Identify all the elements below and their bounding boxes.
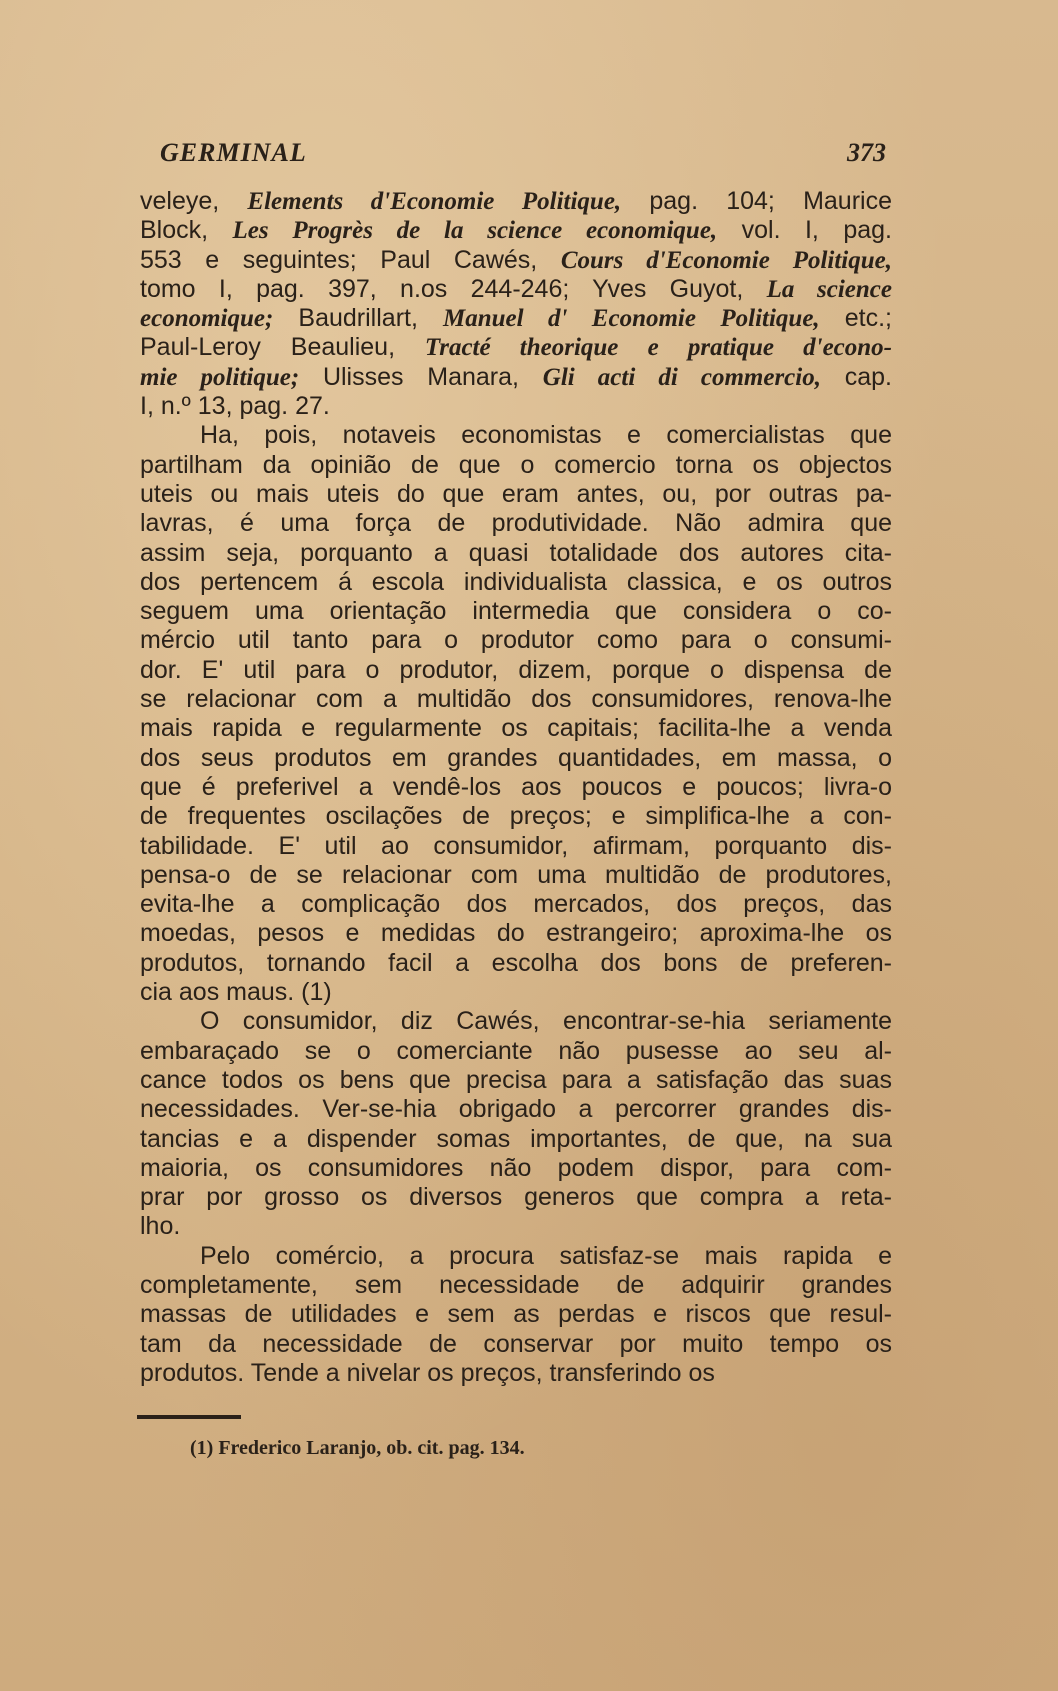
- text-line: partilham da opinião de que o comercio torna os objectos: [140, 450, 892, 479]
- text-line: economique; Baudrillart, Manuel d' Economie Politique, etc.;: [140, 304, 892, 333]
- text-line: que é preferivel a vendê-los aos poucos e poucos; livra-o: [140, 772, 892, 801]
- page-number: 373: [847, 138, 886, 167]
- paragraph: [140, 421, 892, 1007]
- text-line: 553 e seguintes; Paul Cawés, Cours d'Economie Politique,: [140, 245, 892, 274]
- italic-title: Les Progrès de la science economique,: [232, 217, 718, 245]
- page-header: [160, 138, 886, 178]
- text-line: moedas, pesos e medidas do estrangeiro; aproxima-lhe os: [140, 919, 892, 948]
- text-line: prar por grosso os diversos generos que compra a reta-: [140, 1183, 892, 1212]
- text-line: O consumidor, diz Cawés, encontrar-se-hia seriamente: [200, 1007, 892, 1036]
- text-line: massas de utilidades e sem as perdas e riscos que resul-: [140, 1300, 892, 1329]
- paragraph: [140, 1007, 892, 1241]
- italic-title: Gli acti di commercio,: [542, 363, 821, 391]
- text-line: mércio util tanto para o produtor como para o consumi-: [140, 626, 892, 655]
- italic-title: mie politique;: [140, 363, 300, 391]
- text-line: tam da necessidade de conservar por muito tempo os: [140, 1329, 892, 1358]
- italic-title: Elements d'Economie Politique,: [247, 188, 622, 215]
- text-line: produtos. Tende a nivelar os preços, transferindo os: [140, 1358, 715, 1387]
- text-line: uteis ou mais uteis do que eram antes, ou, por outras pa-: [140, 479, 892, 508]
- footnote: (1) Frederico Laranjo, ob. cit. pag. 134.: [190, 1437, 525, 1459]
- text-line: produtos, tornando facil a escolha dos bons de preferen-: [140, 948, 892, 977]
- text-line: seguem uma orientação intermedia que considera o co-: [140, 597, 892, 626]
- text-line: se relacionar com a multidão dos consumidores, renova-lhe: [140, 685, 892, 714]
- text-line: cia aos maus. (1): [140, 978, 332, 1007]
- text-line: tabilidade. E' util ao consumidor, afirmam, porquanto dis-: [140, 831, 892, 860]
- italic-title: Manuel d' Economie Politique,: [443, 305, 820, 333]
- text-line: evita-lhe a complicação dos mercados, dos preços, das: [140, 890, 892, 919]
- text-line: dos seus produtos em grandes quantidades, em massa, o: [140, 743, 892, 772]
- text-line: mais rapida e regularmente os capitais; facilita-lhe a venda: [140, 714, 892, 743]
- footnote-rule: [137, 1415, 241, 1419]
- body-text: [140, 187, 892, 1388]
- text-line: maioria, os consumidores não podem dispor, para com-: [140, 1153, 892, 1182]
- italic-title: Cours d'Economie Politique,: [560, 246, 892, 274]
- text-line: Pelo comércio, a procura satisfaz-se mais rapida e: [200, 1241, 892, 1270]
- text-line: Block, Les Progrès de la science economique, vol. I, pag.: [140, 216, 892, 245]
- text-line: lho.: [140, 1212, 181, 1241]
- text-line: I, n.º 13, pag. 27.: [140, 392, 330, 421]
- text-line: cance todos os bens que precisa para a satisfação das suas: [140, 1065, 892, 1094]
- text-line: mie politique; Ulisses Manara, Gli acti di commercio, cap.: [140, 362, 892, 391]
- italic-title: Tracté theorique e pratique d'econo-: [424, 334, 892, 362]
- text-line: lavras, é uma força de produtividade. Não admira que: [140, 509, 892, 538]
- text-line: completamente, sem necessidade de adquirir grandes: [140, 1270, 892, 1299]
- running-title: GERMINAL: [160, 138, 307, 167]
- text-line: pensa-o de se relacionar com uma multidão de produtores,: [140, 860, 892, 889]
- text-line: dos pertencem á escola individualista classica, e os outros: [140, 567, 892, 596]
- text-line: de frequentes oscilações de preços; e simplifica-lhe a con-: [140, 802, 892, 831]
- text-line: assim seja, porquanto a quasi totalidade dos autores cita-: [140, 538, 892, 567]
- text-line: necessidades. Ver-se-hia obrigado a percorrer grandes dis-: [140, 1095, 892, 1124]
- paragraph: [140, 1242, 892, 1388]
- italic-title: La science: [766, 275, 892, 303]
- text-line: tomo I, pag. 397, n.os 244-246; Yves Guyot, La science: [140, 274, 892, 303]
- paragraph: [140, 187, 892, 421]
- text-line: Paul-Leroy Beaulieu, Tracté theorique e pratique d'econo-: [140, 333, 892, 362]
- italic-title: economique;: [140, 305, 274, 333]
- text-line: dor. E' util para o produtor, dizem, porque o dispensa de: [140, 655, 892, 684]
- text-line: Ha, pois, notaveis economistas e comercialistas que: [200, 421, 892, 450]
- text-line: embaraçado se o comerciante não pusesse ao seu al-: [140, 1036, 892, 1065]
- text-line: tancias e a dispender somas importantes, de que, na sua: [140, 1124, 892, 1153]
- text-line: veleye, Elements d'Economie Politique, pag. 104; Maurice: [140, 187, 892, 215]
